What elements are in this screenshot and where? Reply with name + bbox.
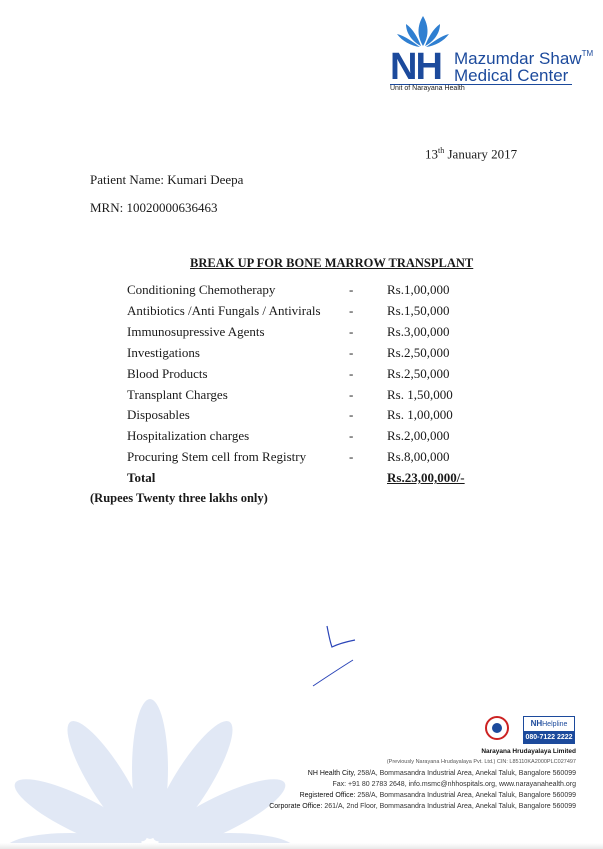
cost-item-label: Immunosupressive Agents xyxy=(127,323,265,339)
cost-item-label: Disposables xyxy=(127,407,190,423)
hospital-logo xyxy=(388,14,594,94)
cost-item-dash: - xyxy=(349,386,354,402)
cost-item-label: Procuring Stem cell from Registry xyxy=(127,449,307,465)
cost-item-label: Hospitalization charges xyxy=(127,428,250,444)
hospital-name-line1: Mazumdar Shaw™ xyxy=(454,49,594,68)
cost-item-row xyxy=(127,303,477,321)
cost-item-dash: - xyxy=(349,302,354,318)
page-edge-shadow xyxy=(0,843,603,849)
total-row xyxy=(127,470,477,488)
registered-office-address: Registered Office: 258/A, Bommasandra Industrial Area, Anekal Taluk, Bangalore 560099 xyxy=(299,792,576,799)
cost-item-dash: - xyxy=(349,282,354,297)
helpline-badge: NHHelpline 080-7122 2222 xyxy=(523,716,575,744)
contact-line: Fax: +91 80 2783 2648, info.msmc@nhhospitals.org, www.narayanahealth.org xyxy=(332,781,576,788)
cost-item-row xyxy=(127,407,477,425)
cost-item-label: Blood Products xyxy=(127,365,208,381)
trademark: TM xyxy=(581,49,594,58)
cost-item-dash: - xyxy=(349,323,354,339)
letter-date: 13th January 2017 xyxy=(425,146,518,162)
cost-item-dash: - xyxy=(349,428,354,444)
footer-address xyxy=(196,746,576,812)
cost-item-row xyxy=(127,324,477,342)
cost-item-row xyxy=(127,366,477,384)
amount-in-words: (Rupees Twenty three lakhs only) xyxy=(90,491,268,505)
cost-item-amount: Rs.3,00,000 xyxy=(387,323,450,339)
cost-item-dash: - xyxy=(349,344,354,360)
cost-item-dash: - xyxy=(349,365,354,381)
cost-item-label: Conditioning Chemotherapy xyxy=(127,282,276,297)
corporate-office-address: Corporate Office: 261/A, 2nd Floor, Bommasandra Industrial Area, Anekal Taluk, Bangalore 560099 xyxy=(269,803,576,810)
cost-item-amount: Rs.2,50,000 xyxy=(387,365,450,381)
cost-item-row xyxy=(127,282,477,300)
patient-mrn: MRN: 10020000636463 xyxy=(90,200,218,215)
helpline-number: 080-7122 2222 xyxy=(524,731,574,744)
cost-item-amount: Rs.1,50,000 xyxy=(387,302,450,318)
cost-item-amount: Rs.2,50,000 xyxy=(387,344,450,360)
cost-item-amount: Rs.2,00,000 xyxy=(387,428,450,444)
cost-item-row xyxy=(127,449,477,467)
cost-item-row xyxy=(127,428,477,446)
cost-item-row xyxy=(127,387,477,405)
hospital-subtitle: Unit of Narayana Health xyxy=(390,85,465,92)
lotus-icon xyxy=(396,14,450,50)
accreditation-seal-icon xyxy=(485,716,509,740)
cost-item-amount: Rs.1,00,000 xyxy=(387,282,450,297)
signature xyxy=(305,620,375,690)
total-amount: Rs.23,00,000/- xyxy=(387,470,465,485)
total-label: Total xyxy=(127,470,156,485)
cost-item-row xyxy=(127,345,477,363)
accreditation-badges xyxy=(485,716,577,746)
cost-item-label: Transplant Charges xyxy=(127,386,228,402)
cost-item-dash: - xyxy=(349,407,354,423)
nh-logo-mark: NH xyxy=(390,46,441,88)
previous-name-cin: (Previously Narayana Hrudayalaya Pvt. Ltd.) CIN: L85110KA2000PLC027497 xyxy=(386,759,576,765)
cost-item-label: Antibiotics /Anti Fungals / Antivirals xyxy=(127,302,321,318)
company-name: Narayana Hrudayalaya Limited xyxy=(481,748,576,755)
cost-item-dash: - xyxy=(349,449,354,465)
document-title: BREAK UP FOR BONE MARROW TRANSPLANT xyxy=(190,256,474,270)
cost-item-amount: Rs. 1,00,000 xyxy=(387,407,453,423)
cost-item-label: Investigations xyxy=(127,344,200,360)
cost-item-amount: Rs.8,00,000 xyxy=(387,449,450,465)
health-city-address: NH Health City, 258/A, Bommasandra Industrial Area, Anekal Taluk, Bangalore 560099 xyxy=(307,770,576,777)
hospital-name-line2: Medical Center xyxy=(454,66,569,85)
cost-item-amount: Rs. 1,50,000 xyxy=(387,386,453,402)
patient-name: Patient Name: Kumari Deepa xyxy=(90,172,244,187)
